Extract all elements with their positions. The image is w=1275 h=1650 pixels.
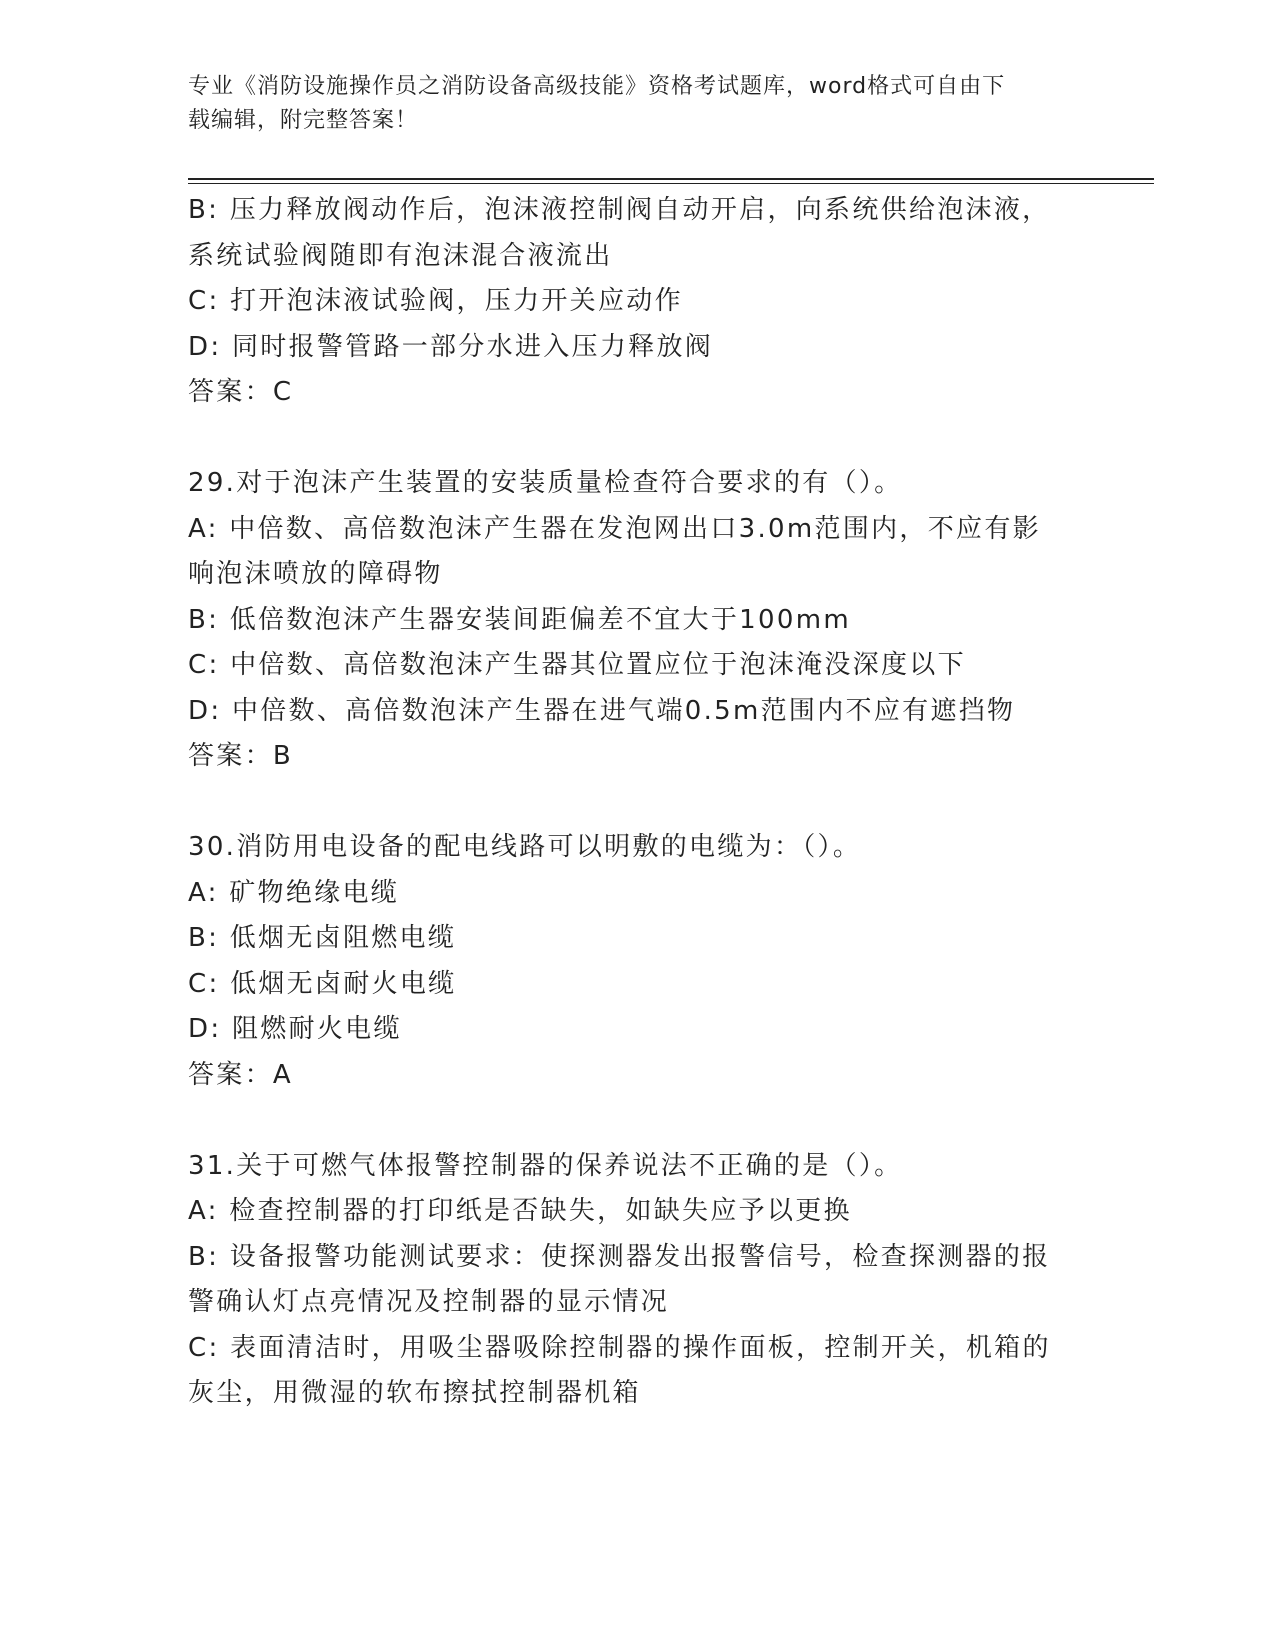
option-d: D: 同时报警管路一部分水进入压力释放阀 <box>188 331 714 362</box>
header-divider-thin <box>188 183 1154 184</box>
answer: 答案：C <box>188 377 294 407</box>
option-a: A: 检查控制器的打印纸是否缺失，如缺失应予以更换 <box>188 1196 852 1226</box>
document-header <box>188 70 1068 138</box>
option-c: C: 打开泡沫液试验阀，压力开关应动作 <box>188 286 683 316</box>
option-a-line-2: 响泡沫喷放的障碍物 <box>188 559 443 589</box>
option-c-line-1: C: 表面清洁时，用吸尘器吸除控制器的操作面板，控制开关，机箱的 <box>188 1332 1051 1363</box>
option-b: B: 低倍数泡沫产生器安装间距偏差不宜大于100mm <box>188 604 851 635</box>
option-a: A: 矿物绝缘电缆 <box>188 877 400 908</box>
question-content <box>188 188 1108 1417</box>
question-30 <box>188 825 1108 1098</box>
option-a-line-1: A: 中倍数、高倍数泡沫产生器在发泡网出口3.0m范围内，不应有影 <box>188 513 1041 544</box>
option-c-line-2: 灰尘，用微湿的软布擦拭控制器机箱 <box>188 1378 641 1408</box>
question-28-continued <box>188 188 1108 416</box>
header-line-1: 专业《消防设施操作员之消防设备高级技能》资格考试题库，word格式可自由下 <box>188 74 1006 99</box>
option-b-line-1: B: 设备报警功能测试要求：使探测器发出报警信号，检查探测器的报 <box>188 1241 1051 1272</box>
answer: 答案：B <box>188 741 294 771</box>
spacer <box>188 1098 1108 1144</box>
answer: 答案：A <box>188 1059 293 1090</box>
option-d: D: 阻燃耐火电缆 <box>188 1014 402 1044</box>
option-c: C: 低烟无卤耐火电缆 <box>188 968 457 999</box>
option-b-line-2: 系统试验阀随即有泡沫混合液流出 <box>188 240 613 271</box>
option-b-line-2: 警确认灯点亮情况及控制器的显示情况 <box>188 1287 670 1317</box>
option-b-line-1: B: 压力释放阀动作后，泡沫液控制阀自动开启，向系统供给泡沫液， <box>188 195 1051 225</box>
question-text: 30.消防用电设备的配电线路可以明敷的电缆为：（）。 <box>188 832 862 862</box>
header-line-2: 载编辑，附完整答案！ <box>188 108 419 133</box>
option-d: D: 中倍数、高倍数泡沫产生器在进气端0.5m范围内不应有遮挡物 <box>188 695 1016 726</box>
question-31 <box>188 1144 1108 1417</box>
spacer <box>188 416 1108 462</box>
header-divider-thick <box>188 178 1154 180</box>
option-b: B: 低烟无卤阻燃电缆 <box>188 923 457 953</box>
question-text: 29.对于泡沫产生装置的安装质量检查符合要求的有（）。 <box>188 468 903 498</box>
question-29 <box>188 461 1108 780</box>
question-text: 31.关于可燃气体报警控制器的保养说法不正确的是（）。 <box>188 1150 903 1181</box>
spacer <box>188 780 1108 826</box>
option-c: C: 中倍数、高倍数泡沫产生器其位置应位于泡沫淹没深度以下 <box>188 650 966 680</box>
